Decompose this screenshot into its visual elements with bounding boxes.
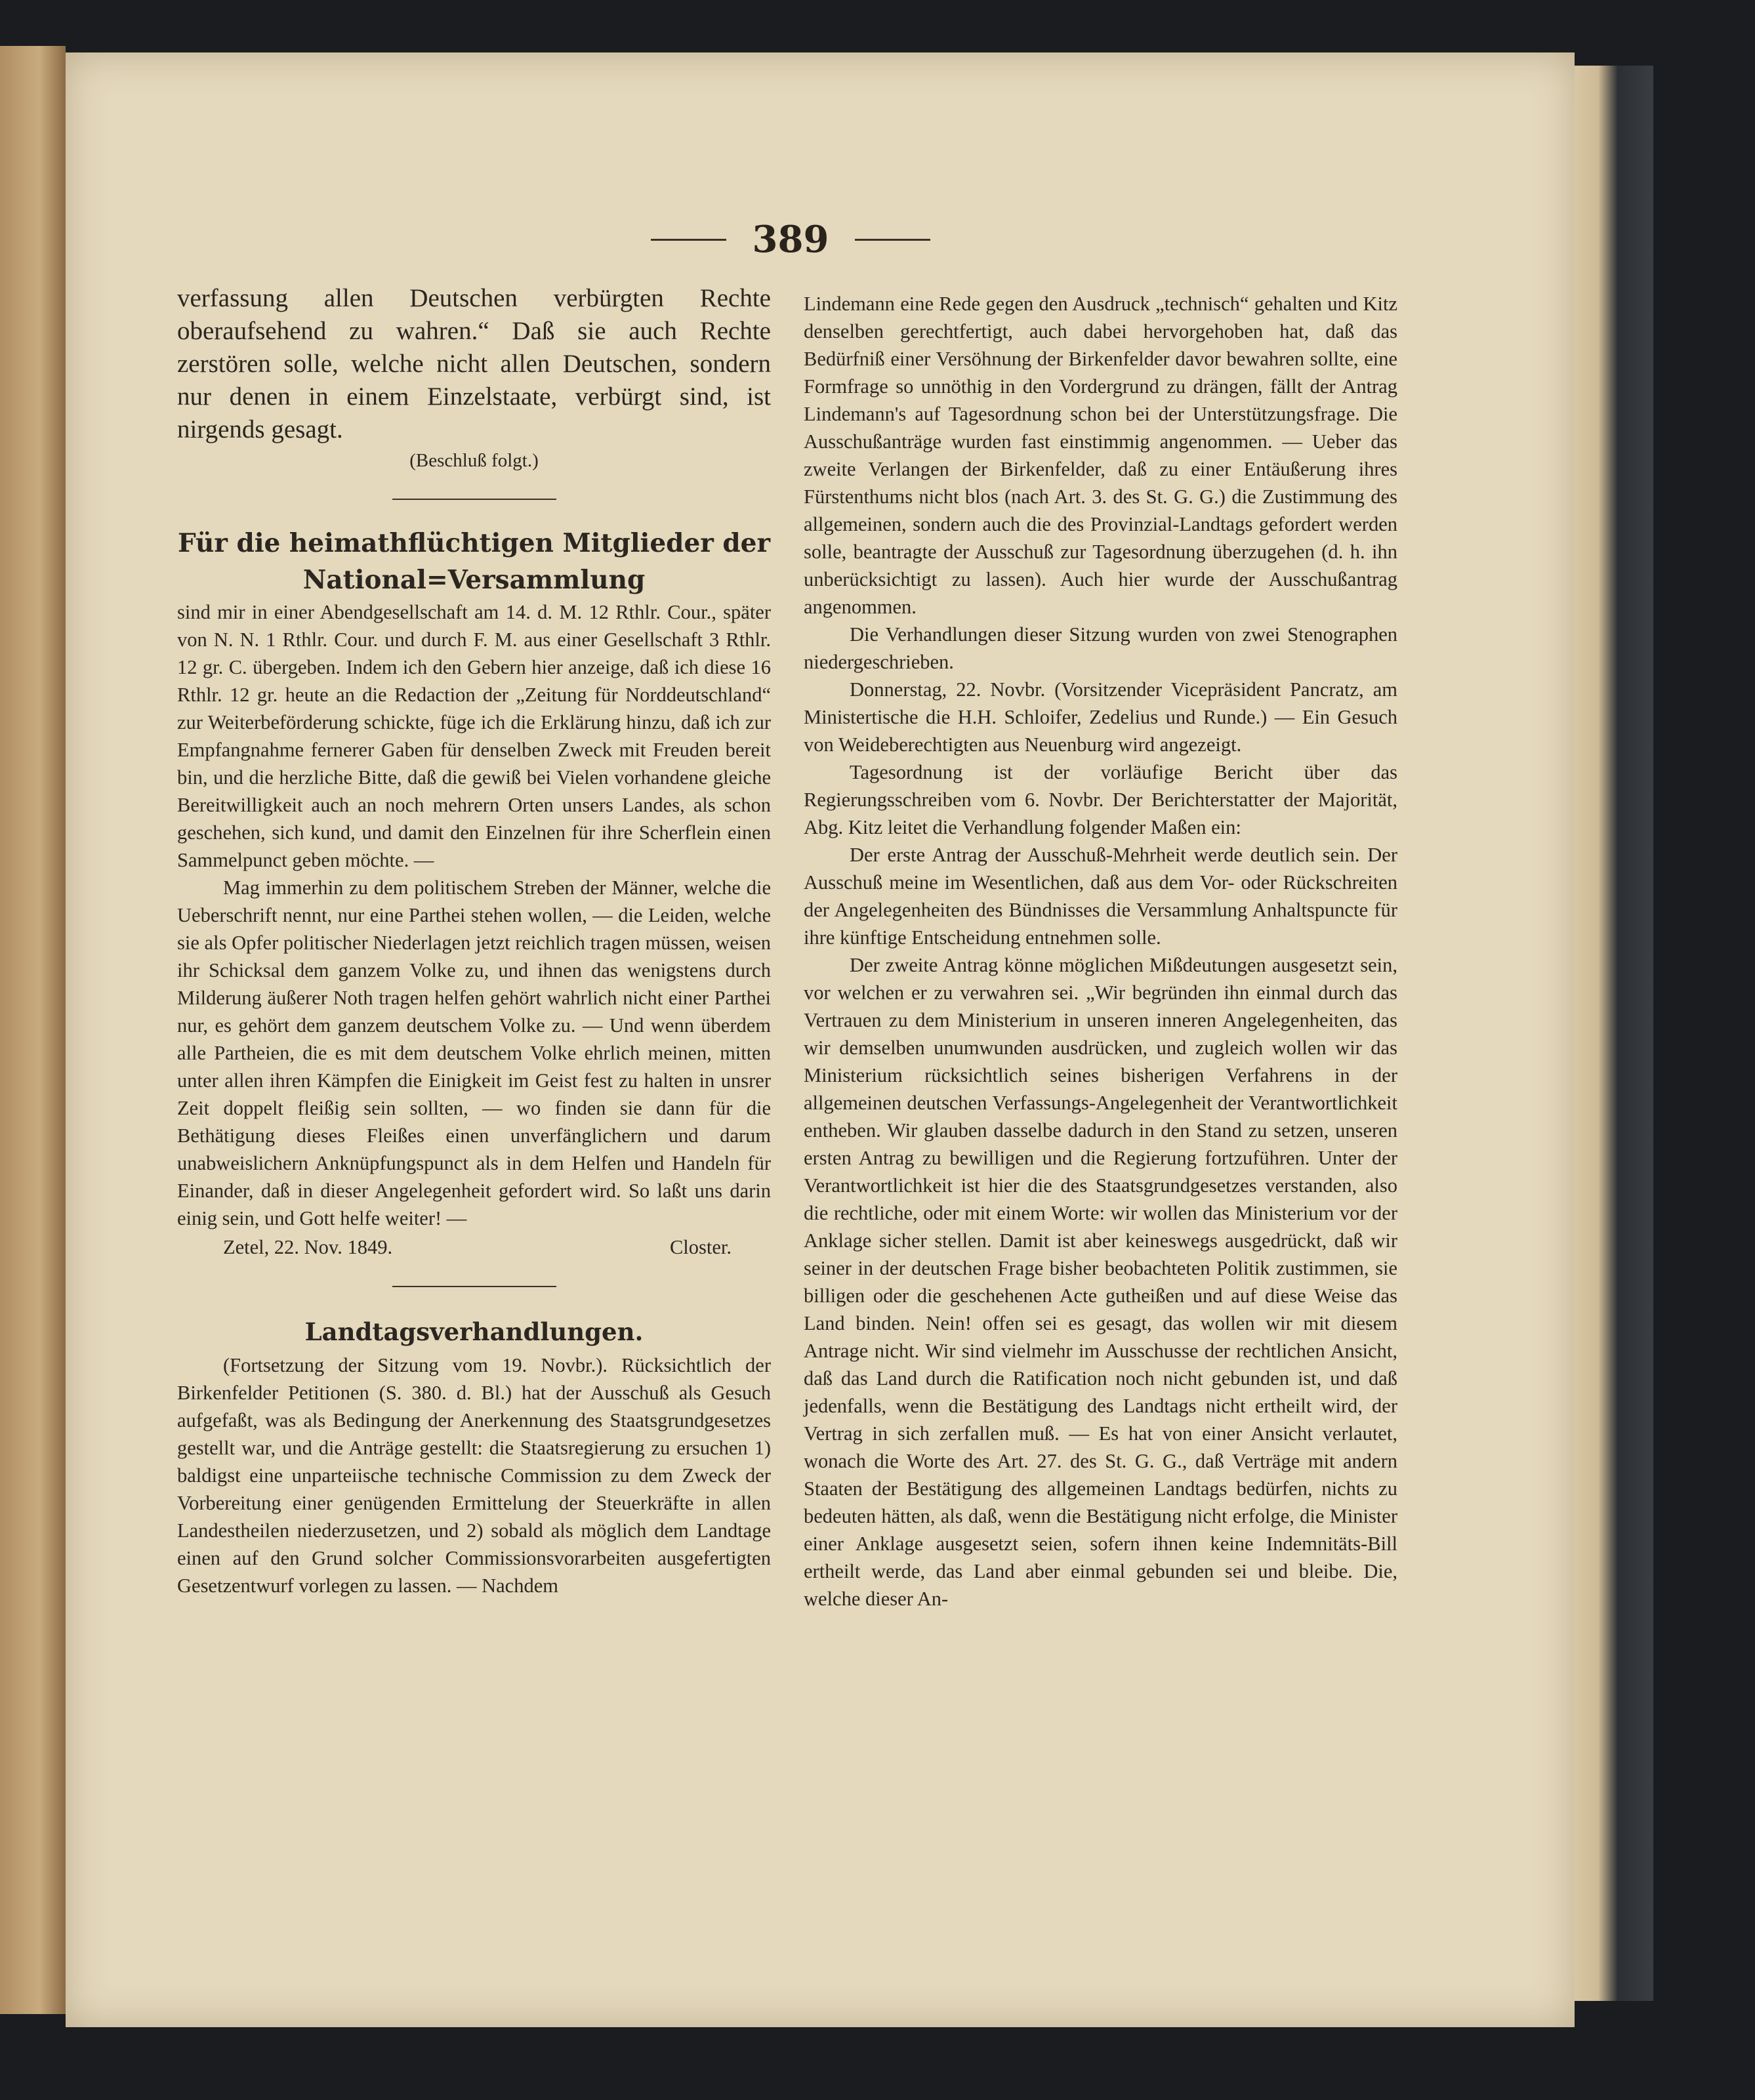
previous-page-edge [0, 46, 66, 2014]
page-header [627, 216, 955, 262]
signature-line [177, 1232, 771, 1262]
signature-place-date: Zetel, 22. Nov. 1849. [223, 1236, 393, 1258]
section-paragraph: (Fortsetzung der Sitzung vom 19. Novbr.). Rücksichtlich der Birkenfelder Petitionen (S. 380. d. Bl.) hat der Ausschuß als Gesuch aufgefaßt, was als Bedingung der Anerkennung des Staatsgrundgesetzes gestellt war, und die Anträge gestellt: die Staatsregierung zu ersuchen 1) baldigst eine unparteiische technische Commission zu dem Zweck der Vorbereitung einer genügenden Ermittelung der Steuerkräfte in allen Landestheilen niederzusetzen, und 2) sobald als möglich dem Landtage einen auf den Grund solcher Commissionsvorarbeiten ausgefertigten Gesetzentwurf vorlegen zu lassen. — Nachdem [177, 1354, 771, 1597]
header-rule-right [855, 239, 930, 241]
section-divider [392, 499, 556, 500]
article-paragraph: sind mir in einer Abendgesellschaft am 14. d. M. 12 Rthlr. Cour., später von N. N. 1 Rthlr. Cour. und durch F. M. aus einer Gesellschaft 3 Rthlr. 12 gr. C. übergeben. Indem ich den Gebern hier anzeige, daß ich diese 16 Rthlr. 12 gr. heute an die Redaction der „Zeitung für Norddeutschland“ zur Weiterbeförderung schickte, füge ich die Erklärung hinzu, daß ich zur Empfangnahme fernerer Gaben für denselben Zweck mit Freuden bereit bin, und die herzliche Bitte, daß die gewiß bei Vielen vorhandene gleiche Bereitwilligkeit auch an noch mehrern Orten unsers Landes, als schon geschehen, sich kund, und damit den Einzelnen für ihre Scherflein einen Sammelpunct geben möchte. — [177, 601, 771, 871]
body-paragraph: Tagesordnung ist der vorläufige Bericht über das Regierungsschreiben vom 6. Novbr. Der Berichterstatter der Majorität, Abg. Kitz leitet die Verhandlung folgender Maßen ein: [804, 761, 1397, 838]
article-heading: Für die heimathflüchtigen Mitglieder der National=Versammlung [177, 528, 771, 595]
book-binding [1575, 66, 1653, 2001]
section-heading: Landtagsverhandlungen. [304, 1317, 644, 1346]
body-paragraph: Der erste Antrag der Ausschuß-Mehrheit werde deutlich sein. Der Ausschuß meine im Wesentlichen, daß aus dem Vor- oder Rückschreiten der Angelegenheiten des Bündnisses die Versammlung Anhaltspuncte für ihre künftige Entscheidung entnehmen solle. [804, 844, 1397, 949]
header-rule-left [651, 239, 726, 241]
left-column [177, 282, 771, 1599]
body-paragraph: Der zweite Antrag könne möglichen Mißdeutungen ausgesetzt sein, vor welchen er zu verwahren sei. „Wir begründen ihn einmal durch das Vertrauen zu dem Ministerium in unseren inneren Angelegenheiten, das wir demselben unumwunden ausdrücken, und zugleich wollen wir das Ministerium rücksichtlich seines bisherigen Verfahrens in der allgemeinen deutschen Verfassungs-Angelegenheit der Verantwortlichkeit entheben. Wir glauben dasselbe dadurch in den Stand zu setzen, unseren ersten Antrag zu bewilligen und die Regierung fortzuführen. Unter der Verantwortlichkeit ist hier die des Staatsgrundgesetzes verstanden, also die rechtliche, oder mit einem Worte: wir wollen das Ministerium vor der Anklage sicher stellen. Damit ist aber keineswegs ausgedrückt, daß wir seiner in der deutschen Frage bisher beobachteten Politik zustimmen, sie billigen oder die geschehenen Acte gutheißen und auf diese Weise das Land binden. Nein! offen sei es gesagt, das wollen wir mit diesem Antrage nicht. Wir sind vielmehr im Ausschusse der rechtlichen Ansicht, daß das Land durch die Ratification noch nicht gebunden ist, und daß jedenfalls, wenn die Bestätigung des Landtags nicht ertheilt wird, der Vertrag in sich zerfallen muß. — Es hat von einer Ansicht verlautet, wonach die Worte des Art. 27. des St. G. G., daß Verträge mit andern Staaten der Bestätigung des allgemeinen Landtags bedürfen, nichts zu bedeuten hätten, als daß, wenn die Bestätigung nicht erfolge, die Minister einer Anklage ausgesetzt seien, sofern ihnen keine Indemnitäts-Bill ertheilt werde, das Land aber einmal gebunden sei und bleibe. Die, welche dieser An- [804, 954, 1397, 1610]
right-column [804, 290, 1397, 1613]
body-paragraph: Lindemann eine Rede gegen den Ausdruck „technisch“ gehalten und Kitz denselben gerechtfertigt, auch dabei hervorgehoben hat, daß das Bedürfniß einer Versöhnung der Birkenfelder davor bewahren sollte, eine Formfrage so unnöthig in den Vordergrund zu drängen, fällt der Antrag Lindemann's auf Tagesordnung schon bei der Unterstützungsfrage. Die Ausschußanträge wurden fast einstimmig angenommen. — Ueber das zweite Verlangen der Birkenfelder, daß zu einer Entäußerung ihres Fürstenthums nicht blos (nach Art. 3. des St. G. G.) die Zustimmung des allgemeinen, sondern auch die des Provinzial-Landtags gefordert werden solle, beantragte der Ausschuß zur Tagesordnung überzugehen (d. h. ihn unberücksichtigt zu lassen). Auch hier wurde der Ausschußantrag angenommen. [804, 293, 1397, 618]
lead-paragraph: verfassung allen Deutschen verbürgten Rechte oberaufsehend zu wahren.“ Daß sie auch Rechte zerstören solle, welche nicht allen Deutschen, sondern nur denen in einem Einzelstaate, verbürgt sind, ist nirgends gesagt. [177, 284, 771, 443]
page-number: 389 [752, 218, 829, 261]
article-paragraph: Mag immerhin zu dem politischem Streben der Männer, welche die Ueberschrift nennt, nur eine Parthei stehen wollen, — die Leiden, welche sie als Opfer politischer Niederlagen jetzt reichlich tragen müssen, weisen ihr Schicksal dem ganzem Volke zu, und ihnen das wenigstens durch Milderung äußerer Noth tragen helfen gehört wahrlich nicht einer Parthei nur, es gehört dem ganzem deutschem Volke zu. — Und wenn überdem alle Partheien, die es mit dem deutschem Volke ehrlich meinen, mitten unter allen ihren Kämpfen die Einigkeit im Geist fest zu halten in unsrer Zeit doppelt fleißig sein sollten, — wo finden sie dann für die Bethätigung dieses Fleißes einen unverfänglichern und darum unabweislichern Anknüpfungspunct als in dem Helfen und Handeln für Einander, daß in dieser Angelegenheit gefordert wird. So laßt uns darin einig sein, und Gott helfe weiter! — [177, 876, 771, 1229]
continuation-note: (Beschluß folgt.) [409, 450, 539, 471]
body-paragraph: Donnerstag, 22. Novbr. (Vorsitzender Vicepräsident Pancratz, am Ministertische die H.H. Schloifer, Zedelius und Runde.) — Ein Gesuch von Weideberechtigten aus Neuenburg wird angezeigt. [804, 678, 1397, 756]
section-divider [392, 1286, 556, 1287]
body-paragraph: Die Verhandlungen dieser Sitzung wurden von zwei Stenographen niedergeschrieben. [804, 623, 1397, 673]
signature-name: Closter. [669, 1236, 732, 1258]
